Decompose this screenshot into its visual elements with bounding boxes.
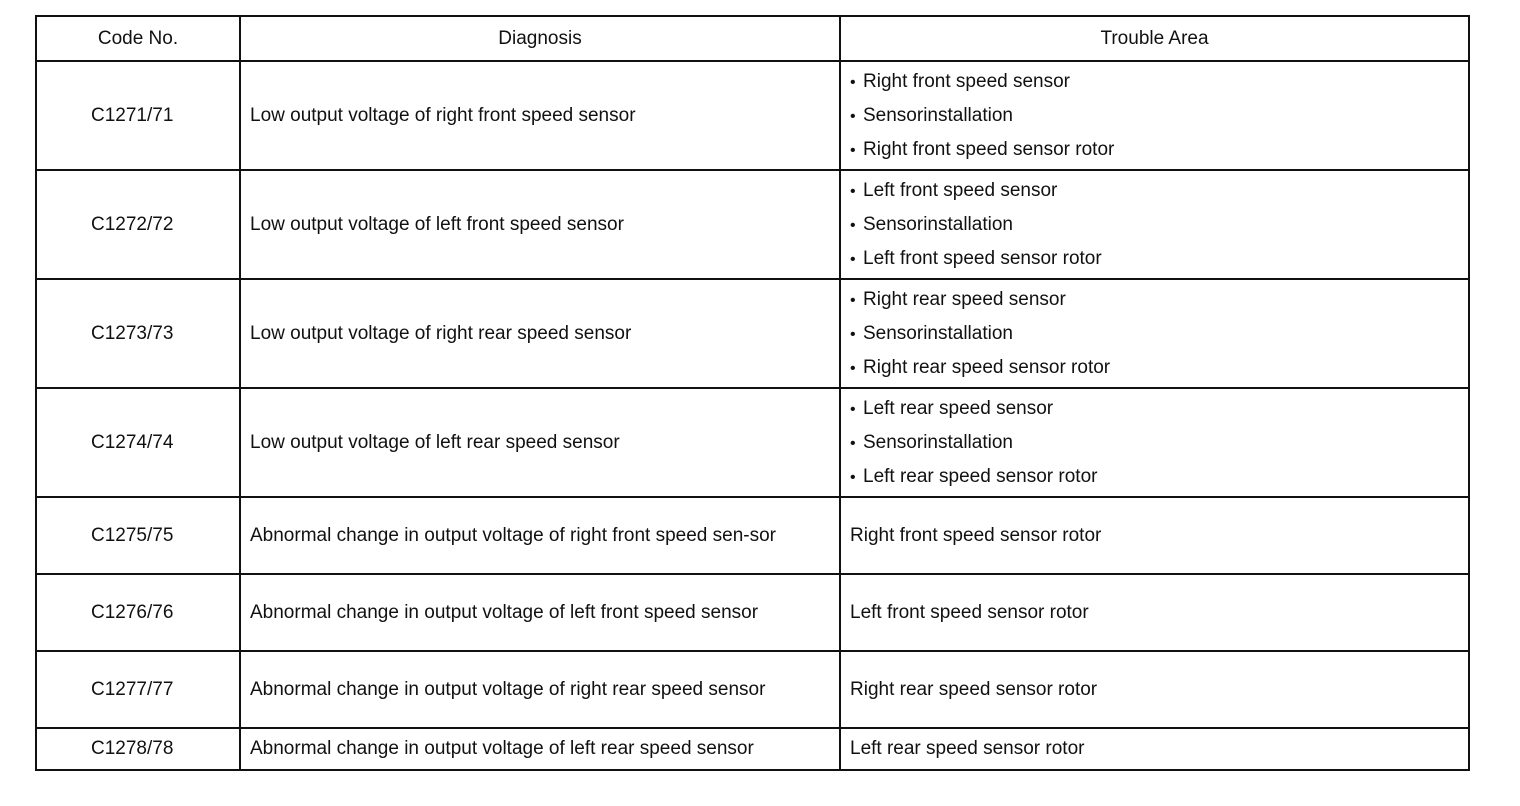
diagnostic-code-table <box>35 15 1470 771</box>
trouble-area-list <box>850 392 1468 494</box>
trouble-area-list <box>850 283 1468 385</box>
table-row <box>36 279 1469 388</box>
trouble-area-item: • Right rear speed sensor rotor <box>850 351 1468 385</box>
table-row <box>36 61 1469 170</box>
diagnosis-cell: Low output voltage of right front speed sensor <box>240 61 840 170</box>
trouble-area-cell <box>840 170 1469 279</box>
trouble-area-cell <box>840 279 1469 388</box>
code-cell: C1277/77 <box>36 651 240 728</box>
diagnosis-cell: Low output voltage of right rear speed sensor <box>240 279 840 388</box>
diagnosis-cell: Low output voltage of left front speed sensor <box>240 170 840 279</box>
trouble-area-cell: Left rear speed sensor rotor <box>840 728 1469 770</box>
table-row <box>36 388 1469 497</box>
code-cell: C1271/71 <box>36 61 240 170</box>
trouble-area-item: • Sensorinstallation <box>850 208 1468 242</box>
trouble-area-cell <box>840 61 1469 170</box>
header-diagnosis: Diagnosis <box>240 16 840 61</box>
code-cell: C1272/72 <box>36 170 240 279</box>
table-header <box>36 16 1469 61</box>
trouble-area-item: • Right rear speed sensor <box>850 283 1468 317</box>
trouble-area-item: • Left front speed sensor rotor <box>850 242 1468 276</box>
trouble-area-cell: Left front speed sensor rotor <box>840 574 1469 651</box>
trouble-area-cell: Right front speed sensor rotor <box>840 497 1469 574</box>
code-cell: C1273/73 <box>36 279 240 388</box>
header-code-no: Code No. <box>36 16 240 61</box>
table-row <box>36 574 1469 651</box>
trouble-area-item: • Left front speed sensor <box>850 174 1468 208</box>
table-row <box>36 497 1469 574</box>
trouble-area-list <box>850 65 1468 167</box>
header-trouble-area: Trouble Area <box>840 16 1469 61</box>
code-cell: C1278/78 <box>36 728 240 770</box>
table-row <box>36 651 1469 728</box>
diagnosis-cell: Abnormal change in output voltage of right front speed sen-sor <box>240 497 840 574</box>
trouble-area-item: • Sensorinstallation <box>850 317 1468 351</box>
trouble-area-item: • Sensorinstallation <box>850 99 1468 133</box>
diagnosis-cell: Low output voltage of left rear speed sensor <box>240 388 840 497</box>
trouble-area-item: • Right front speed sensor rotor <box>850 133 1468 167</box>
trouble-area-list <box>850 174 1468 276</box>
code-cell: C1274/74 <box>36 388 240 497</box>
trouble-area-item: • Sensorinstallation <box>850 426 1468 460</box>
table-body <box>36 61 1469 770</box>
trouble-area-item: • Left rear speed sensor <box>850 392 1468 426</box>
header-row <box>36 16 1469 61</box>
code-cell: C1275/75 <box>36 497 240 574</box>
diagnosis-cell: Abnormal change in output voltage of right rear speed sensor <box>240 651 840 728</box>
diagnosis-cell: Abnormal change in output voltage of left rear speed sensor <box>240 728 840 770</box>
trouble-area-item: • Left rear speed sensor rotor <box>850 460 1468 494</box>
diagnosis-cell: Abnormal change in output voltage of left front speed sensor <box>240 574 840 651</box>
code-cell: C1276/76 <box>36 574 240 651</box>
table-row <box>36 728 1469 770</box>
table-row <box>36 170 1469 279</box>
trouble-area-cell: Right rear speed sensor rotor <box>840 651 1469 728</box>
trouble-area-item: • Right front speed sensor <box>850 65 1468 99</box>
trouble-area-cell <box>840 388 1469 497</box>
